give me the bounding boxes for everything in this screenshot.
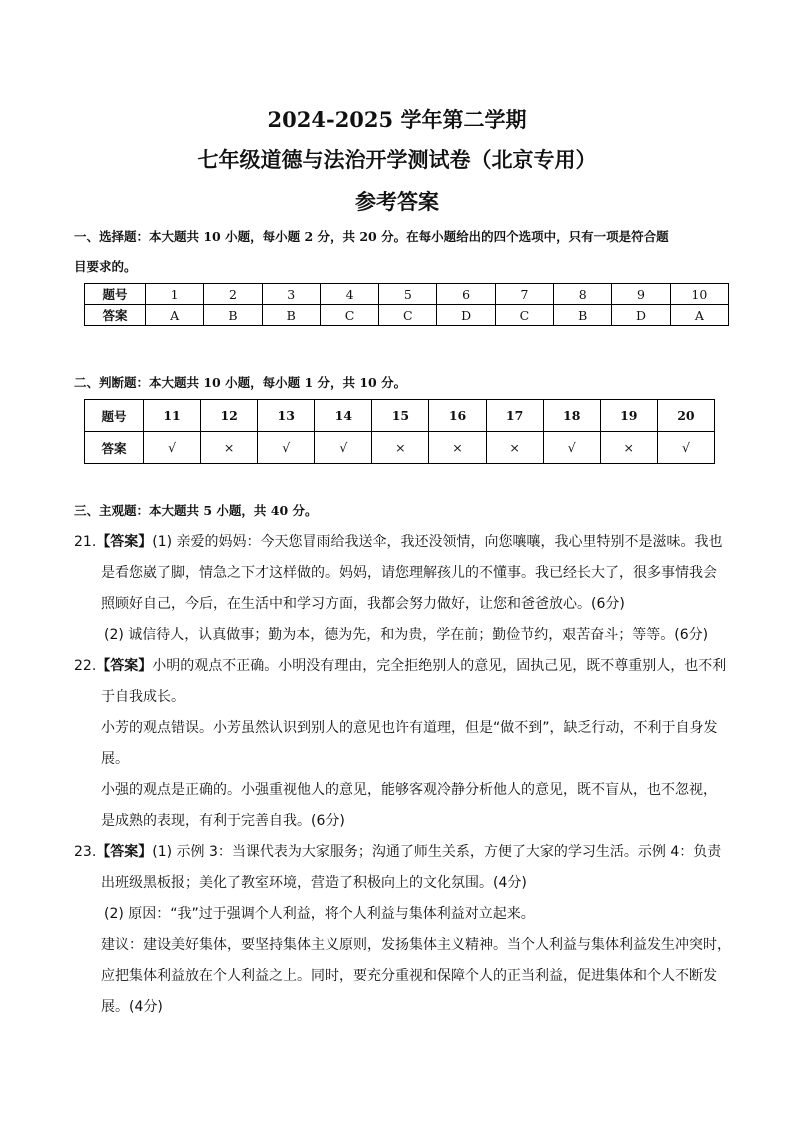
answer-line: 应把集体利益放在个人利益之上。同时，要充分重视和保障个人的正当利益，促进集体和个人不断发	[101, 968, 717, 984]
answer-cell: ×	[600, 432, 657, 464]
answer-line: 建议：建设美好集体，要坚持集体主义原则，发扬集体主义精神。当个人利益与集体利益发生冲突时，	[101, 937, 731, 953]
answer-line: 小明的观点不正确。小明没有理由，完全拒绝别人的意见，固执己见，既不尊重别人，也不利	[152, 658, 727, 674]
answer-cell: ×	[486, 432, 543, 464]
answer-line: 展。(4分)	[101, 999, 163, 1015]
question-number: 4	[320, 284, 378, 305]
question-23-answer	[74, 837, 734, 1023]
question-number: 18	[543, 400, 600, 432]
section3-heading: 三、主观题：本大题共 5 小题，共 40 分。	[74, 503, 318, 518]
section1-heading	[74, 222, 734, 282]
question-number: 8	[554, 284, 612, 305]
question-number-label: 22.	[74, 658, 97, 674]
question-number: 9	[612, 284, 670, 305]
choice-answer-table	[84, 283, 729, 326]
answer-cell: B	[554, 305, 612, 326]
answer-line: (1) 亲爱的妈妈：今天您冒雨给我送伞，我还没领情，向您嚷嚷，我心里特别不是滋味。我也	[152, 534, 723, 550]
answer-cell: A	[146, 305, 204, 326]
question-number-label: 23.	[74, 844, 97, 860]
question-number-header: 题号	[85, 400, 144, 432]
question-number-label: 21.	[74, 534, 97, 550]
answer-line: 小强的观点是正确的。小强重视他人的意见，能够客观冷静分析他人的意见，既不盲从，也不忽视，	[101, 782, 717, 798]
question-number: 19	[600, 400, 657, 432]
answer-cell: B	[262, 305, 320, 326]
answer-cell: C	[320, 305, 378, 326]
question-number: 15	[372, 400, 429, 432]
question-number: 12	[201, 400, 258, 432]
answer-cell: √	[543, 432, 600, 464]
answer-line: 小芳的观点错误。小芳虽然认识到别人的意见也许有道理，但是“做不到”，缺乏行动，不利于自身发	[101, 720, 718, 736]
answer-tag: 【答案】	[96, 658, 153, 674]
answer-cell: ×	[429, 432, 486, 464]
exam-title: 七年级道德与法治开学测试卷（北京专用）	[197, 147, 597, 172]
answer-header: 答案	[85, 305, 146, 326]
answer-header: 答案	[85, 432, 144, 464]
answer-cell: A	[670, 305, 728, 326]
question-number: 16	[429, 400, 486, 432]
answer-cell: ×	[201, 432, 258, 464]
answer-cell: √	[315, 432, 372, 464]
answer-cell: √	[144, 432, 201, 464]
question-number: 1	[146, 284, 204, 305]
question-number: 5	[379, 284, 437, 305]
answer-cell: √	[657, 432, 714, 464]
answer-line: (2) 诚信待人，认真做事；勤为本，德为先，和为贵，学在前；勤俭节约，艰苦奋斗；等等。(6分)	[104, 627, 709, 643]
answer-cell: C	[495, 305, 553, 326]
judgement-answer-table	[84, 399, 715, 464]
question-number: 2	[204, 284, 262, 305]
question-21-answer	[74, 527, 734, 651]
section1-title-line2: 目要求的。	[74, 259, 137, 274]
answer-line: (2) 原因：“我”过于强调个人利益，将个人利益与集体利益对立起来。	[104, 906, 535, 922]
answer-cell: √	[258, 432, 315, 464]
question-number-header: 题号	[85, 284, 146, 305]
answer-cell: C	[379, 305, 437, 326]
table-row	[85, 305, 729, 326]
table-row	[85, 400, 715, 432]
section2-heading: 二、判断题：本大题共 10 小题，每小题 1 分，共 10 分。	[74, 375, 407, 390]
question-number: 14	[315, 400, 372, 432]
answer-cell: B	[204, 305, 262, 326]
section1-title-line1: 一、选择题：本大题共 10 小题，每小题 2 分，共 20 分。在每小题给出的四个选项中，只有一项是符合题	[74, 229, 669, 244]
question-number: 20	[657, 400, 714, 432]
table-row	[85, 284, 729, 305]
answer-cell: ×	[372, 432, 429, 464]
answer-line: 照顾好自己，今后，在生活中和学习方面，我都会努力做好，让您和爸爸放心。(6分)	[101, 596, 625, 612]
answer-line: (1) 示例 3：当课代表为大家服务；沟通了师生关系，方便了大家的学习生活。示例 4：负责	[152, 844, 722, 860]
answer-line: 出班级黑板报；美化了教室环境，营造了积极向上的文化氛围。(4分)	[101, 875, 527, 891]
answer-line: 于自我成长。	[101, 689, 185, 705]
question-22-answer	[74, 651, 734, 837]
question-number: 6	[437, 284, 495, 305]
term-title: 2024-2025 学年第二学期	[267, 107, 527, 132]
answer-tag: 【答案】	[96, 534, 153, 550]
answer-tag: 【答案】	[96, 844, 153, 860]
question-number: 13	[258, 400, 315, 432]
answer-line: 是看您崴了脚，情急之下才这样做的。妈妈，请您理解孩儿的不懂事。我已经长大了，很多事情我会	[101, 565, 717, 581]
answer-cell: D	[612, 305, 670, 326]
question-number: 10	[670, 284, 728, 305]
answer-key-title: 参考答案	[355, 189, 439, 214]
table-row	[85, 432, 715, 464]
answer-cell: D	[437, 305, 495, 326]
answer-line: 是成熟的表现，有利于完善自我。(6分)	[101, 813, 345, 829]
answer-line: 展。	[101, 751, 129, 767]
question-number: 7	[495, 284, 553, 305]
question-number: 17	[486, 400, 543, 432]
question-number: 3	[262, 284, 320, 305]
question-number: 11	[144, 400, 201, 432]
